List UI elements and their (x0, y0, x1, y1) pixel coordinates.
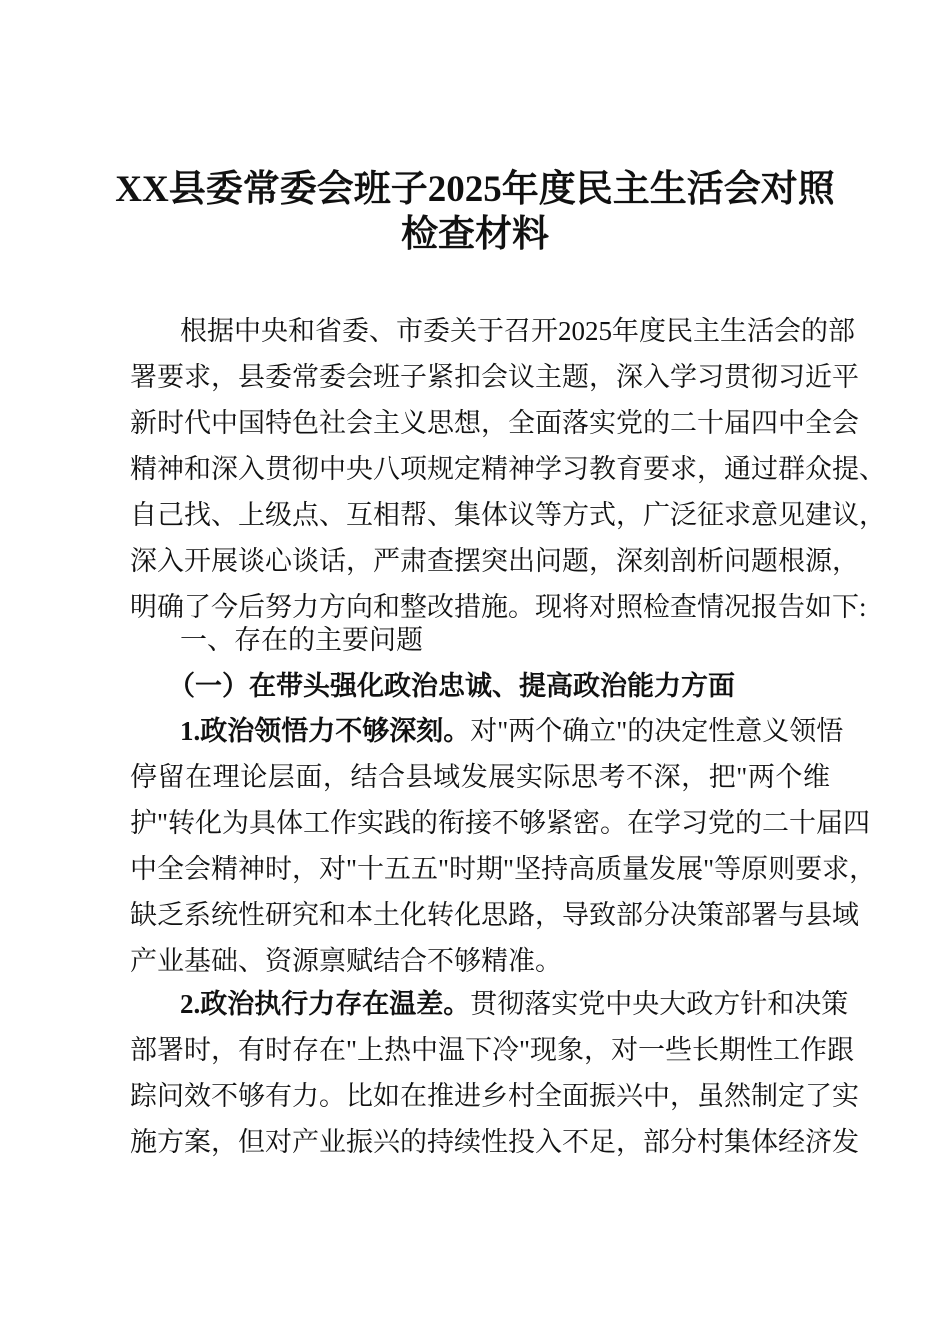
intro-line: 深入开展谈心谈话，严肃查摆突出问题，深刻剖析问题根源， (130, 546, 859, 576)
item-1-line: 中全会精神时，对"十五五"时期"坚持高质量发展"等原则要求， (130, 854, 877, 884)
intro-line: 署要求，县委常委会班子紧扣会议主题，深入学习贯彻习近平 (130, 362, 859, 392)
item-2-first-line (180, 986, 849, 1022)
intro-line: 精神和深入贯彻中央八项规定精神学习教育要求，通过群众提、 (130, 454, 886, 484)
item-2-line: 部署时，有时存在"上热中温下冷"现象，对一些长期性工作跟 (130, 1035, 855, 1065)
item-1-line: 产业基础、资源禀赋结合不够精准。 (130, 946, 562, 976)
intro-line: 明确了今后努力方向和整改措施。现将对照检查情况报告如下: (130, 592, 867, 622)
item-1-line: 护"转化为具体工作实践的衔接不够紧密。在学习党的二十届四 (130, 808, 871, 838)
item-1-text: 对"两个确立"的决定性意义领悟 (470, 716, 844, 746)
intro-line: 自己找、上级点、互相帮、集体议等方式，广泛征求意见建议， (130, 500, 886, 530)
intro-line: 新时代中国特色社会主义思想，全面落实党的二十届四中全会 (130, 408, 859, 438)
item-1-first-line (180, 713, 844, 749)
item-2-lead: 2.政治执行力存在温差。 (180, 989, 471, 1019)
item-1-lead: 1.政治领悟力不够深刻。 (180, 716, 471, 746)
item-2-line: 踪问效不够有力。比如在推进乡村全面振兴中，虽然制定了实 (130, 1081, 859, 1111)
item-1-line: 缺乏系统性研究和本土化转化思路，导致部分决策部署与县域 (130, 900, 859, 930)
item-2-line: 施方案，但对产业振兴的持续性投入不足，部分村集体经济发 (130, 1127, 859, 1157)
intro-line: 根据中央和省委、市委关于召开2025年度民主生活会的部 (180, 316, 855, 346)
document-title-line-1: XX县委常委会班子2025年度民主生活会对照 (115, 169, 835, 210)
section-heading: 一、存在的主要问题 (180, 625, 423, 655)
item-1-line: 停留在理论层面，结合县域发展实际思考不深，把"两个维 (130, 762, 830, 792)
subsection-heading: （一）在带头强化政治忠诚、提高政治能力方面 (168, 671, 735, 701)
document-title-line-2: 检查材料 (401, 214, 549, 255)
item-2-text: 贯彻落实党中央大政方针和决策 (470, 989, 849, 1019)
